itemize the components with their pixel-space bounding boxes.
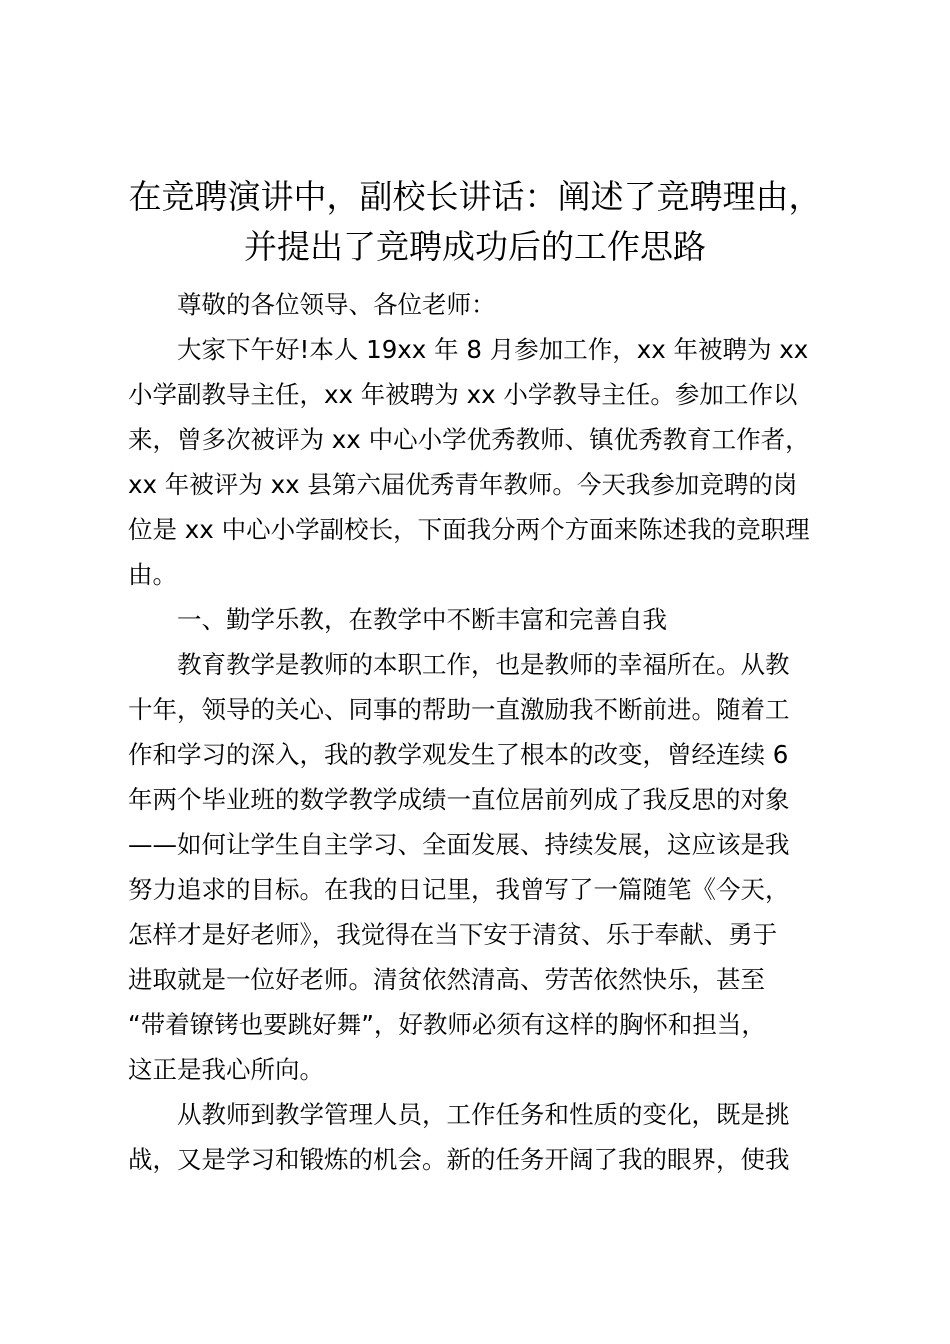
paragraph-line: 进取就是一位好老师。清贫依然清高、劳苦依然快乐，甚至 [128,965,765,994]
paragraph-line: 由。 [128,560,177,589]
paragraph-line: “带着镣铐也要跳好舞”，好教师必须有这样的胸怀和担当， [128,1010,766,1039]
paragraph-teaching [128,642,838,1092]
paragraph-management [128,1092,838,1182]
paragraph-line: 这正是我心所向。 [128,1055,324,1084]
document-body [128,282,838,1182]
salutation-text: 尊敬的各位领导、各位老师： [177,290,496,319]
salutation [128,282,838,327]
document-title [100,172,850,272]
section-heading-text: 一、勤学乐教，在教学中不断丰富和完善自我 [177,605,667,634]
paragraph-line: 十年，领导的关心、同事的帮助一直激励我不断前进。随着工 [128,695,790,724]
paragraph-intro [128,327,838,597]
paragraph-line: xx 年被评为 xx 县第六届优秀青年教师。今天我参加竞聘的岗 [128,470,798,499]
title-line: 在竞聘演讲中，副校长讲话：阐述了竞聘理由， [128,177,822,216]
paragraph-line: 来，曾多次被评为 xx 中心小学优秀教师、镇优秀教育工作者， [128,425,810,454]
paragraph-line: 小学副教导主任，xx 年被聘为 xx 小学教导主任。参加工作以 [128,380,798,409]
paragraph-line: 怎样才是好老师》，我觉得在当下安于清贫、乐于奉献、勇于 [128,920,778,949]
section-heading [128,597,838,642]
paragraph-line: 作和学习的深入，我的教学观发生了根本的改变，曾经连续 6 [128,740,789,769]
paragraph-line: 位是 xx 中心小学副校长，下面我分两个方面来陈述我的竞职理 [128,515,810,544]
paragraph-line: 年两个毕业班的数学教学成绩一直位居前列成了我反思的对象 [128,785,790,814]
paragraph-line: 战，又是学习和锻炼的机会。新的任务开阔了我的眼界，使我 [128,1145,790,1174]
paragraph-line: ——如何让学生自主学习、全面发展、持续发展，这应该是我 [128,830,790,859]
title-line: 并提出了竞聘成功后的工作思路 [244,227,706,266]
paragraph-line: 努力追求的目标。在我的日记里，我曾写了一篇随笔《今天， [128,875,790,904]
paragraph-line: 教育教学是教师的本职工作，也是教师的幸福所在。从教 [177,650,790,679]
paragraph-line: 大家下午好!本人 19xx 年 8 月参加工作，xx 年被聘为 xx [177,335,809,364]
paragraph-line: 从教师到教学管理人员，工作任务和性质的变化，既是挑 [177,1100,790,1129]
